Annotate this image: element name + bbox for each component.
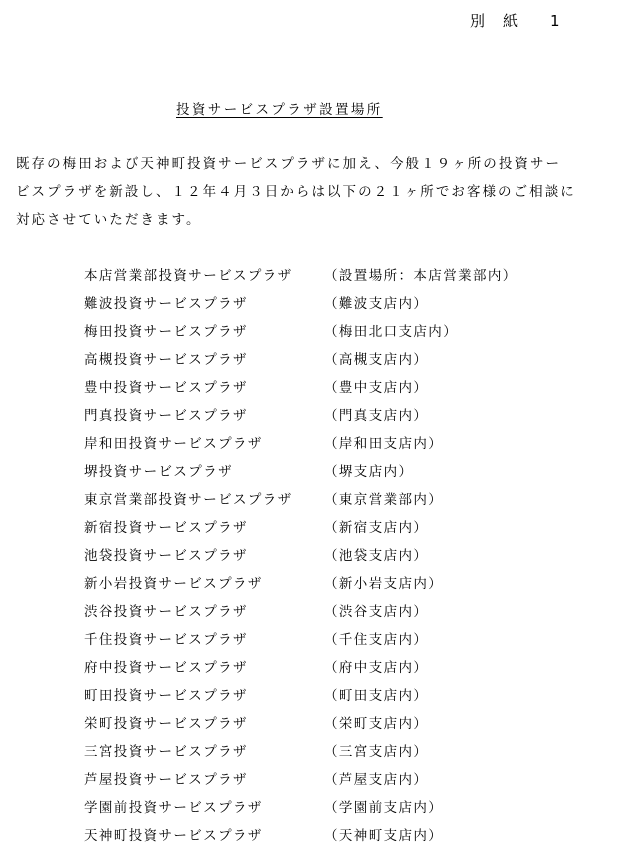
plaza-name: 岸和田投資サービスプラザ [84, 436, 263, 452]
intro-line-2: ビスプラザを新設し、１２年４月３日からは以下の２１ヶ所でお客様のご相談に [16, 184, 576, 200]
annex-number: 1 [550, 12, 560, 30]
plaza-list-item [84, 486, 518, 514]
plaza-location: （新小岩支店内） [324, 576, 444, 592]
plaza-list-item [84, 542, 518, 570]
plaza-list-item [84, 514, 518, 542]
plaza-location: （千住支店内） [324, 632, 429, 648]
plaza-name: 堺投資サービスプラザ [84, 464, 233, 480]
plaza-list-item [84, 318, 518, 346]
document-title: 投資サービスプラザ設置場所 [176, 102, 383, 118]
plaza-name: 豊中投資サービスプラザ [84, 380, 248, 396]
plaza-name: 天神町投資サービスプラザ [84, 828, 263, 844]
plaza-list-item [84, 794, 518, 822]
plaza-name: 新宿投資サービスプラザ [84, 520, 248, 536]
plaza-list-item [84, 710, 518, 738]
plaza-list-item [84, 822, 518, 850]
plaza-location: （府中支店内） [324, 660, 429, 676]
intro-line-1: 既存の梅田および天神町投資サービスプラザに加え、今般１９ヶ所の投資サー [16, 156, 562, 172]
plaza-name: 東京営業部投資サービスプラザ [84, 492, 293, 508]
plaza-name: 門真投資サービスプラザ [84, 408, 248, 424]
plaza-location: （三宮支店内） [324, 744, 429, 760]
plaza-location: （岸和田支店内） [324, 436, 444, 452]
plaza-list-item [84, 654, 518, 682]
plaza-location: （池袋支店内） [324, 548, 429, 564]
plaza-list-item [84, 766, 518, 794]
plaza-location: （町田支店内） [324, 688, 429, 704]
plaza-list-item [84, 374, 518, 402]
plaza-location: （梅田北口支店内） [324, 324, 459, 340]
plaza-location: （豊中支店内） [324, 380, 429, 396]
plaza-list-item [84, 738, 518, 766]
plaza-name: 高槻投資サービスプラザ [84, 352, 248, 368]
plaza-list-item [84, 346, 518, 374]
intro-line-3: 対応させていただきます。 [16, 212, 202, 228]
plaza-name: 栄町投資サービスプラザ [84, 716, 248, 732]
plaza-name: 本店営業部投資サービスプラザ [84, 268, 293, 284]
plaza-name: 学園前投資サービスプラザ [84, 800, 263, 816]
plaza-name: 難波投資サービスプラザ [84, 296, 248, 312]
plaza-location: （渋谷支店内） [324, 604, 429, 620]
plaza-list-item [84, 430, 518, 458]
plaza-list-item [84, 598, 518, 626]
plaza-location: （堺支店内） [324, 464, 414, 480]
annex-label-char-2: 紙 [503, 12, 519, 30]
plaza-name: 町田投資サービスプラザ [84, 688, 248, 704]
plaza-location: （難波支店内） [324, 296, 429, 312]
plaza-name: 芦屋投資サービスプラザ [84, 772, 248, 788]
plaza-list-item [84, 402, 518, 430]
plaza-name: 渋谷投資サービスプラザ [84, 604, 248, 620]
plaza-list-item [84, 570, 518, 598]
plaza-name: 新小岩投資サービスプラザ [84, 576, 263, 592]
plaza-name: 池袋投資サービスプラザ [84, 548, 248, 564]
plaza-list [84, 262, 518, 850]
plaza-location: （東京営業部内） [324, 492, 444, 508]
plaza-location: （高槻支店内） [324, 352, 429, 368]
plaza-location: （新宿支店内） [324, 520, 429, 536]
plaza-location: （栄町支店内） [324, 716, 429, 732]
annex-label-char-1: 別 [470, 12, 486, 30]
plaza-list-item [84, 458, 518, 486]
plaza-list-item [84, 262, 518, 290]
plaza-location: （芦屋支店内） [324, 772, 429, 788]
annex-label [470, 10, 560, 31]
plaza-location: （学園前支店内） [324, 800, 444, 816]
plaza-list-item [84, 626, 518, 654]
plaza-location: （天神町支店内） [324, 828, 444, 844]
intro-paragraph [16, 150, 612, 234]
plaza-list-item [84, 290, 518, 318]
plaza-location: （門真支店内） [324, 408, 429, 424]
plaza-location: （設置場所：本店営業部内） [324, 268, 518, 284]
plaza-name: 千住投資サービスプラザ [84, 632, 248, 648]
plaza-name: 梅田投資サービスプラザ [84, 324, 248, 340]
plaza-name: 府中投資サービスプラザ [84, 660, 248, 676]
plaza-list-item [84, 682, 518, 710]
plaza-name: 三宮投資サービスプラザ [84, 744, 248, 760]
